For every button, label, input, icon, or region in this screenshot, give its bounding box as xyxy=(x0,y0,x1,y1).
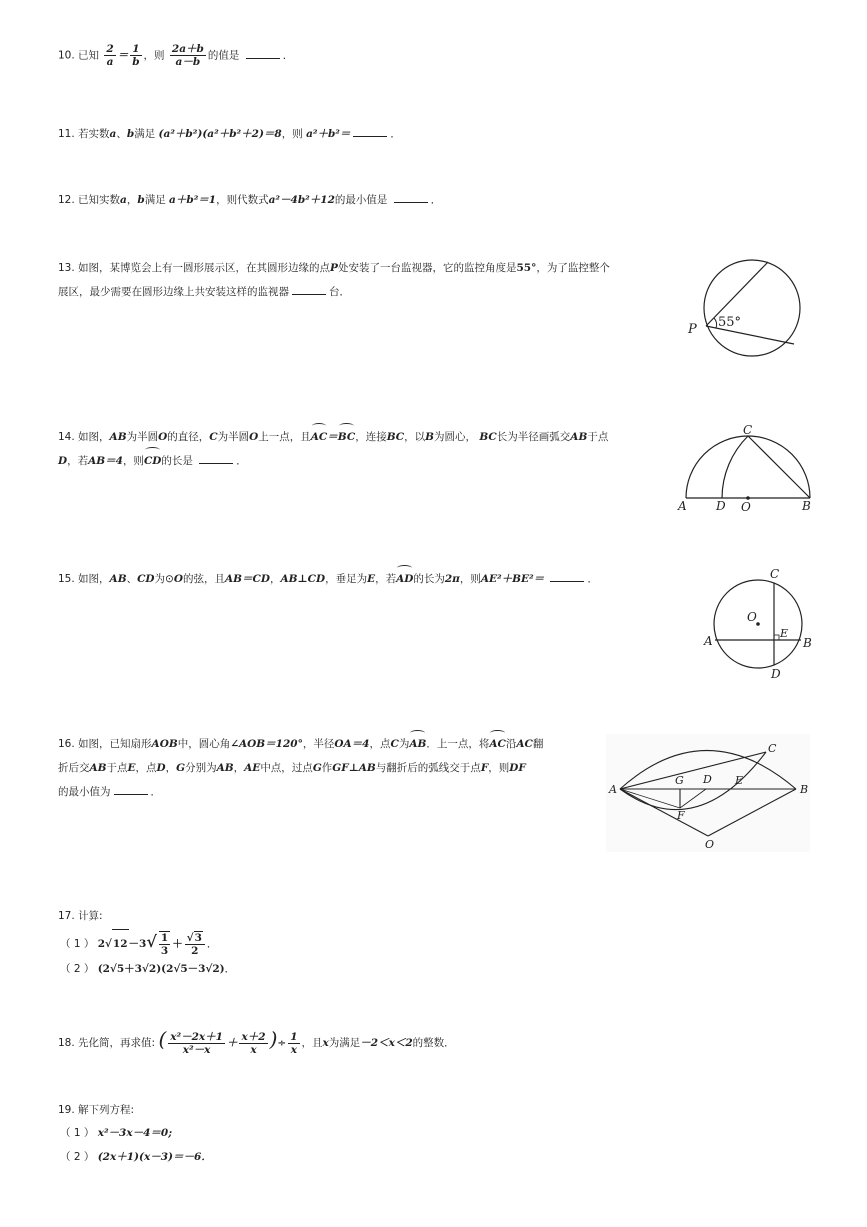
fraction-3: $\frac{1}{x}$ xyxy=(290,1030,298,1056)
math-expression: x²－3x－4＝0; xyxy=(97,1127,173,1139)
question-number: 11. xyxy=(58,128,75,140)
question-text: 如图， xyxy=(78,573,110,585)
question-text: ． xyxy=(430,194,442,206)
math-var: D xyxy=(58,455,68,467)
question-text: 如图，已知扇形 xyxy=(78,738,152,750)
question-number: 17. xyxy=(58,910,75,922)
arc-CD xyxy=(722,436,748,498)
label-O: O xyxy=(741,500,751,514)
figure-sector-fold xyxy=(606,734,810,852)
question-text: ， xyxy=(233,762,245,774)
answer-blank xyxy=(114,782,148,795)
question-text: 计算: xyxy=(78,910,103,922)
question-text: 的长为 xyxy=(413,573,445,585)
question-14 xyxy=(58,425,608,473)
question-text: 满足 xyxy=(144,194,166,206)
question-18: 18. 先化简，再求值: ( $\frac{\text{x²－2x＋1}}{\text{x²－x}}$ ＋ $\frac{x+2}{x}$ )÷ $\frac{1}{x}$ ，且x为满足－2＜x＜2的整数． xyxy=(58,1027,455,1056)
semicircle-arc xyxy=(686,436,810,498)
math-var: E xyxy=(127,762,136,774)
math-value: －3 xyxy=(128,938,147,950)
math-var: AB xyxy=(216,762,234,774)
question-text: 如图，某博览会上有一圆形展示区，在其圆形边缘的点 xyxy=(78,262,331,274)
question-text: ，为了监控整个 xyxy=(536,262,610,274)
math-value: 12 xyxy=(112,929,129,958)
fraction-sqrt3-over-2: $\frac{√3}{2}$ xyxy=(185,931,205,957)
math-expression: AB＝CD xyxy=(225,573,270,585)
label-E: E xyxy=(780,627,789,640)
question-text: 已知 xyxy=(78,49,100,62)
question-text: ，半径 xyxy=(302,738,335,750)
math-var: C xyxy=(390,738,399,750)
math-expression: －2＜x＜2 xyxy=(360,1037,413,1049)
figure-semicircle xyxy=(674,422,824,518)
question-13 xyxy=(58,256,610,304)
question-text: 为⊙ xyxy=(154,573,174,585)
circle xyxy=(704,260,800,356)
question-text: ，则 xyxy=(281,128,303,140)
math-expression: a²－4b²＋12 xyxy=(268,194,335,206)
question-text: 的弦，且 xyxy=(183,573,226,585)
math-var: G xyxy=(312,762,322,774)
math-var: AB xyxy=(89,762,107,774)
label-C: C xyxy=(768,742,777,755)
label-A: A xyxy=(609,783,617,796)
question-number: 15. xyxy=(58,573,75,585)
question-text: 、 xyxy=(116,128,127,140)
fraction-1-over-b: $\frac{1}{b}$ xyxy=(132,43,140,68)
answer-blank xyxy=(199,451,233,464)
math-arc: CD xyxy=(144,449,161,473)
question-text: 如图， xyxy=(78,431,110,443)
math-var: C xyxy=(209,431,218,443)
part-number: （ 1 ） xyxy=(60,1127,95,1139)
fraction-2-over-a: $\frac{2}{a}$ xyxy=(106,43,114,68)
math-var: x xyxy=(322,1037,329,1049)
question-text: 的整数． xyxy=(412,1037,455,1049)
math-expression: ∠AOB＝120° xyxy=(230,738,303,750)
math-var: G xyxy=(176,762,186,774)
chord-BC xyxy=(748,436,810,498)
label-C: C xyxy=(743,423,753,437)
question-text: 上一点，且 xyxy=(258,431,311,443)
math-var: AB xyxy=(570,431,588,443)
question-text: 为半圆 xyxy=(217,431,250,443)
label-D: D xyxy=(771,667,781,681)
math-expression: GF⊥AB xyxy=(332,762,376,774)
question-text: ． xyxy=(224,963,236,975)
question-17 xyxy=(58,904,103,928)
angle-arc xyxy=(714,318,717,328)
math-arc: AB xyxy=(409,732,426,756)
label-A: A xyxy=(678,499,687,513)
math-expression: a²＋b²＝ xyxy=(306,128,351,140)
math-expression: AB＝4 xyxy=(88,455,123,467)
question-text: 展区，最少需要在圆形边缘上共安装这样的监视器 xyxy=(58,286,289,298)
question-text: ，点 xyxy=(135,762,157,774)
question-text: ，且 xyxy=(301,1037,323,1049)
label-C: C xyxy=(770,567,780,581)
math-expression: (2√5＋3√2)(2√5－3√2) xyxy=(97,963,225,975)
math-var: a xyxy=(120,194,127,206)
fraction-2: $\frac{x+2}{x}$ xyxy=(241,1030,266,1056)
question-19-part-1 xyxy=(60,1121,172,1145)
question-text: ，连接 xyxy=(355,431,387,443)
question-text: 处安装了一台监视器，它的监控角度是 xyxy=(337,262,517,274)
math-value: 2π xyxy=(444,573,460,585)
question-10: 10. 已知 $\frac{2}{a}$ ＝ $\frac{1}{b}$ ，则 $\frac{2a+b}{a-b}$ 的值是 ． xyxy=(58,43,294,68)
question-number: 12. xyxy=(58,194,75,206)
question-number: 19. xyxy=(58,1104,75,1116)
question-text: ，以 xyxy=(404,431,426,443)
math-var: F xyxy=(480,762,489,774)
label-angle: 55° xyxy=(718,315,742,330)
question-text: ，则代数式 xyxy=(216,194,269,206)
math-var: BC xyxy=(386,431,405,443)
question-text: 为满足 xyxy=(328,1037,361,1049)
question-text: ，则 xyxy=(122,455,144,467)
math-var: D xyxy=(156,762,166,774)
math-expression: (a²＋b²)(a²＋b²＋2)＝8 xyxy=(158,128,282,140)
label-P: P xyxy=(688,322,697,337)
math-var: AE xyxy=(244,762,261,774)
question-text: 的直径， xyxy=(167,431,210,443)
math-var: P xyxy=(330,262,338,274)
math-expression: AE²＋BE²＝ xyxy=(480,573,545,585)
question-text: 若实数 xyxy=(78,128,110,140)
question-number: 16. xyxy=(58,738,75,750)
question-11 xyxy=(58,122,401,146)
question-text: 中点，过点 xyxy=(260,762,313,774)
label-F: F xyxy=(677,809,685,822)
question-text: ，则 xyxy=(488,762,510,774)
math-var: AB xyxy=(109,573,127,585)
question-16 xyxy=(58,732,543,804)
fraction-2a-plus-b-over-a-minus-b: $\frac{2a+b}{a-b}$ xyxy=(171,43,204,68)
math-arc: AC xyxy=(311,425,328,449)
question-text: 的最小值是 xyxy=(334,194,388,206)
math-var: O xyxy=(173,573,184,585)
math-var: DF xyxy=(509,762,526,774)
math-expression: (2x＋1)(x－3)＝－6． xyxy=(97,1151,212,1163)
question-text: ． xyxy=(390,128,401,140)
question-text: ． xyxy=(150,786,161,798)
question-text: 满足 xyxy=(134,128,156,140)
label-O: O xyxy=(705,838,715,851)
figure-circle-chords xyxy=(700,564,816,682)
label-D: D xyxy=(716,499,726,513)
question-text: 先化简，再求值: xyxy=(78,1037,156,1049)
figure-background xyxy=(606,734,810,852)
question-text: ． xyxy=(206,938,218,950)
math-op: ＝ xyxy=(327,431,338,443)
question-text: 为半圆 xyxy=(126,431,159,443)
math-arc: BC xyxy=(338,425,355,449)
question-number: 18. xyxy=(58,1037,75,1049)
answer-blank xyxy=(246,46,280,59)
label-B: B xyxy=(802,499,811,513)
label-E: E xyxy=(735,774,744,787)
question-text: ， xyxy=(126,194,138,206)
math-var: O xyxy=(158,431,168,443)
math-expression: OA＝4 xyxy=(334,738,370,750)
question-text: 解下列方程: xyxy=(78,1104,135,1116)
question-text: 折后交 xyxy=(58,762,90,774)
question-text: 的最小值为 xyxy=(58,786,111,798)
question-12 xyxy=(58,188,441,212)
fraction-1-over-3: $\frac{1}{3}$ xyxy=(160,932,169,957)
math-op: ＋ xyxy=(226,1037,238,1049)
question-text: 与翻折后的弧线交于点 xyxy=(375,762,481,774)
question-text: 的值是 xyxy=(207,49,240,62)
math-var: a xyxy=(109,128,117,140)
question-17-part-2 xyxy=(60,957,235,981)
question-text: ，若 xyxy=(375,573,397,585)
question-text: ， xyxy=(270,573,281,585)
question-text: 已知实数 xyxy=(78,194,121,206)
answer-blank xyxy=(353,124,387,137)
figure-circle-monitor xyxy=(686,258,806,368)
question-text: 于点 xyxy=(587,431,609,443)
math-expression: AB⊥CD xyxy=(280,573,326,585)
math-var: AOB xyxy=(151,738,178,750)
question-text: ， xyxy=(165,762,177,774)
math-op: ÷ xyxy=(277,1037,287,1049)
question-text: ，若 xyxy=(67,455,89,467)
question-text: ，则 xyxy=(459,573,481,585)
question-text: 作 xyxy=(321,762,333,774)
question-19-part-2 xyxy=(60,1145,212,1169)
question-text: 分别为 xyxy=(185,762,217,774)
question-number: 10. xyxy=(58,49,75,62)
question-text: 为圆心， xyxy=(434,431,477,443)
question-text: 为 xyxy=(398,738,410,750)
label-D: D xyxy=(703,773,712,786)
math-var: b xyxy=(126,128,135,140)
math-var: AC xyxy=(516,738,533,750)
part-number: （ 2 ） xyxy=(60,1151,95,1163)
question-text: 台． xyxy=(329,286,350,298)
question-text: ．上一点，将 xyxy=(426,738,490,750)
label-B: B xyxy=(800,783,809,796)
question-text: 于点 xyxy=(106,762,128,774)
label-G: G xyxy=(675,774,684,787)
question-number: 13. xyxy=(58,262,75,274)
math-arc: AD xyxy=(396,567,413,591)
question-text: 的长是 xyxy=(161,455,193,467)
question-15 xyxy=(58,567,598,591)
question-text: 长为半径画弧交 xyxy=(496,431,571,443)
question-text: 中，圆心角 xyxy=(177,738,231,750)
question-number: 14. xyxy=(58,431,75,443)
math-value: 55° xyxy=(516,262,537,274)
label-O: O xyxy=(747,610,757,624)
math-var: E xyxy=(367,573,376,585)
question-text: ，则 xyxy=(143,49,165,62)
math-var: b xyxy=(137,194,145,206)
label-B: B xyxy=(803,636,812,650)
question-text: ． xyxy=(282,49,294,62)
question-19 xyxy=(58,1098,134,1122)
question-text: 、 xyxy=(126,573,138,585)
question-text: ，垂足为 xyxy=(325,573,368,585)
question-text: ，点 xyxy=(369,738,391,750)
math-var: O xyxy=(249,431,259,443)
question-text: 翻 xyxy=(532,738,544,750)
label-A: A xyxy=(704,634,713,648)
question-17-part-1: （ 1 ） 2√12－3√ $\frac{1}{3}$ ＋ $\frac{√3}{2}$ ． xyxy=(60,928,217,958)
math-arc: AC xyxy=(489,732,506,756)
question-text: ． xyxy=(587,573,598,585)
answer-blank xyxy=(292,282,326,295)
question-text: ． xyxy=(236,455,247,467)
math-var: CD xyxy=(137,573,155,585)
right-angle-mark xyxy=(774,635,779,640)
question-text: 沿 xyxy=(505,738,517,750)
part-number: （ 2 ） xyxy=(60,963,95,975)
math-var: AB xyxy=(109,431,127,443)
fraction-1: $\frac{\text{x²－2x＋1}}{\text{x²－x}}$ xyxy=(170,1030,223,1056)
answer-blank xyxy=(550,569,584,582)
math-var: BC xyxy=(479,431,497,443)
math-op: ＋ xyxy=(172,938,183,950)
math-value: 2 xyxy=(97,938,106,950)
answer-blank xyxy=(394,190,428,203)
math-expression: a＋b²＝1 xyxy=(169,194,217,206)
math-var: B xyxy=(425,431,435,443)
part-number: （ 1 ） xyxy=(60,938,95,950)
